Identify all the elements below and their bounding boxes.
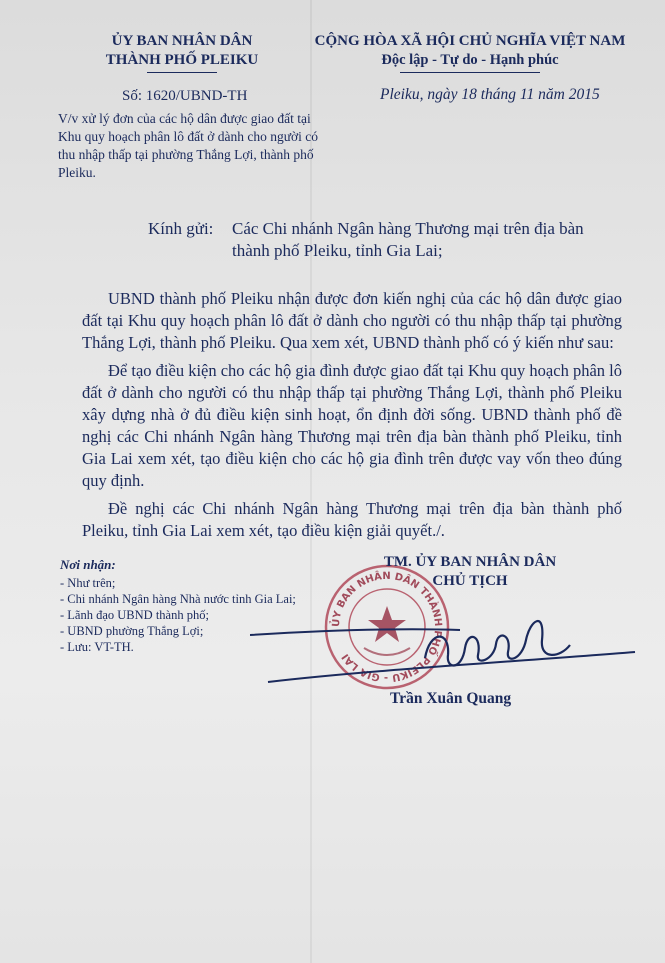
body-paragraph: UBND thành phố Pleiku nhận được đơn kiến nghị của các hộ dân được giao đất tại Khu quy hoạch phân lô đất ở dành cho người có thu nhập thấp tại phường Thắng Lợi, thành phố Pleiku. Qua xem xét, UBND thành phố có ý kiến như sau:	[82, 289, 622, 352]
addressee-line2: thành phố Pleiku, tỉnh Gia Lai;	[232, 241, 443, 260]
recipients-title: Nơi nhận:	[60, 557, 116, 572]
recipient-item: - Chi nhánh Ngân hàng Nhà nước tỉnh Gia Lai;	[60, 592, 296, 606]
national-motto: Độc lập - Tự do - Hạnh phúc	[381, 52, 559, 68]
subject-line: V/v xử lý đơn của các hộ dân được giao đất tại Khu quy hoạch phân lô đất ở dành cho người có thu nhập thấp tại phường Thắng Lợi, thành phố Pleiku.	[58, 111, 319, 180]
issuer-line1: ỦY BAN NHÂN DÂN	[111, 33, 253, 49]
recipient-item: - Lãnh đạo UBND thành phố;	[60, 608, 209, 622]
document-number: Số: 1620/UBND-TH	[122, 88, 248, 104]
country-name: CỘNG HÒA XÃ HỘI CHỦ NGHĨA VIỆT NAM	[314, 33, 626, 49]
addressee-block	[148, 218, 638, 262]
place-date: Pleiku, ngày 18 tháng 11 năm 2015	[380, 86, 600, 103]
addressee-line1: Các Chi nhánh Ngân hàng Thương mại trên địa bàn	[232, 219, 584, 238]
national-header	[300, 32, 640, 73]
letter-body	[82, 288, 622, 548]
recipient-item: - Lưu: VT-TH.	[60, 640, 134, 654]
issuer-underline	[147, 72, 217, 73]
signature-position: CHỦ TỊCH	[432, 573, 508, 589]
recipient-item: - Như trên;	[60, 576, 116, 590]
signature-title-block	[350, 553, 590, 591]
addressee-label: Kính gửi:	[148, 219, 214, 238]
issuer-line2: THÀNH PHỐ PLEIKU	[105, 52, 259, 68]
motto-underline	[400, 72, 540, 73]
signature-title: TM. ỦY BAN NHÂN DÂN	[383, 554, 557, 570]
recipient-item: - UBND phường Thắng Lợi;	[60, 624, 204, 638]
issuer-header	[82, 32, 282, 73]
handwritten-signature	[250, 600, 640, 690]
body-paragraph: Để tạo điều kiện cho các hộ gia đình được giao đất tại Khu quy hoạch phân lô đất ở dành cho người có thu nhập thấp tại phường Thắng Lợi, thành phố Pleiku xây dựng nhà ở đủ điều kiện sinh hoạt, ổn định đời sống. UBND thành phố đề nghị các Chi nhánh Ngân hàng Thương mại trên địa bàn thành phố Pleiku, tỉnh Gia Lai xem xét, tạo điều kiện cho các hộ gia đình trên được vay vốn theo đúng quy định.	[82, 361, 622, 490]
body-paragraph: Đề nghị các Chi nhánh Ngân hàng Thương mại trên địa bàn thành phố Pleiku, tỉnh Gia Lai xem xét, tạo điều kiện giải quyết./.	[82, 499, 622, 540]
seal-text: ỦY BAN NHÂN DÂN THÀNH PHỐ PLEIKU - GIA LAI	[330, 570, 444, 684]
signer-name: Trần Xuân Quang	[390, 690, 512, 707]
